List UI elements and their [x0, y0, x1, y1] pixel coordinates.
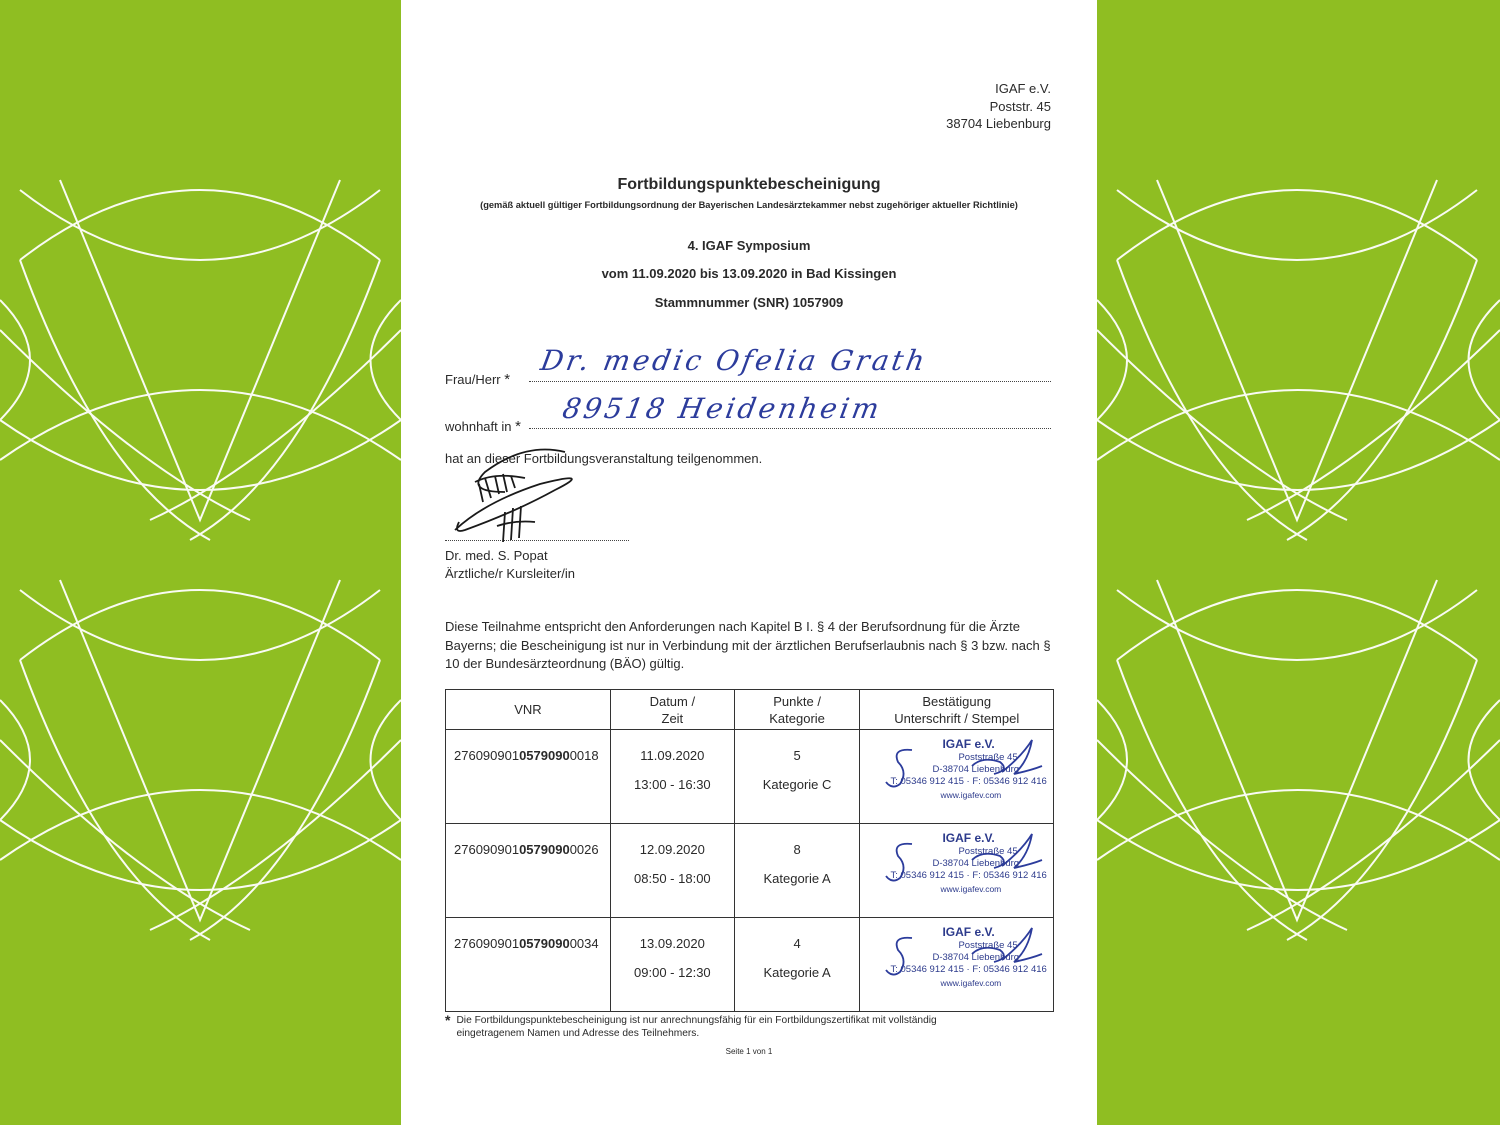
signature-drawing	[445, 442, 605, 552]
igaf-stamp	[882, 924, 1057, 994]
background-pattern-right	[1097, 0, 1500, 1125]
page-number: Seite 1 von 1	[725, 1047, 773, 1056]
stamp-cell	[860, 824, 1054, 918]
header-date	[610, 690, 734, 730]
name-label-text: Frau/Herr	[445, 372, 501, 387]
header-confirmation	[860, 690, 1054, 730]
vnr-bold: 0579090	[519, 842, 570, 857]
required-asterisk: *	[515, 418, 521, 435]
vnr-cell	[446, 918, 611, 1012]
igaf-stamp	[882, 736, 1057, 806]
stamp-name: IGAF e.V.	[942, 925, 995, 939]
stamp-street: Poststraße 45	[958, 940, 1018, 951]
stamp-web: www.igafev.com	[940, 884, 1002, 894]
legal-notice: Diese Teilnahme entspricht den Anforderungen nach Kapitel B I. § 4 der Berufsordnung für die Ärzte Bayerns; die Bescheinigung ist nur in Verbindung mit der ärztlichen Berufserlaubnis nach § 3 bzw. nach § 10 der Bundesärzteordnung (BÄO) gültig.	[445, 619, 1051, 671]
stamp-web: www.igafev.com	[940, 790, 1002, 800]
time-value: 09:00 - 12:30	[634, 965, 711, 980]
header-confirmation-line2: Unterschrift / Stempel	[894, 710, 1020, 726]
participation-text: hat an dieser Fortbildungsveranstaltung teilgenommen.	[445, 451, 763, 466]
required-asterisk: *	[504, 371, 511, 388]
date-value: 11.09.2020	[640, 748, 705, 763]
footnote	[445, 1014, 1001, 1040]
points-value: 5	[793, 748, 801, 763]
points-cell	[734, 824, 860, 918]
vnr-prefix: 276090901	[454, 842, 520, 857]
header-date-line2: Zeit	[661, 710, 684, 726]
vnr-bold: 0579090	[519, 748, 570, 763]
vnr-cell	[446, 730, 611, 824]
residence-dotted-line	[529, 428, 1051, 429]
residence-handwritten: 89518 Heidenheim	[560, 392, 885, 425]
header-points-line1: Punkte /	[773, 693, 821, 709]
name-dotted-line	[529, 381, 1051, 382]
stamp-phone: T: 05346 912 415 · F: 05346 912 416	[890, 870, 1047, 881]
table-row	[446, 824, 1054, 918]
background-pattern-left	[0, 0, 401, 1125]
stamp-name: IGAF e.V.	[942, 831, 995, 845]
stamp-street: Poststraße 45	[958, 846, 1018, 857]
footnote-marker: *	[445, 1012, 451, 1028]
header-points-line2: Kategorie	[769, 710, 825, 726]
stamp-phone: T: 05346 912 415 · F: 05346 912 416	[890, 776, 1047, 787]
name-label	[445, 371, 510, 388]
header-confirmation-line1: Bestätigung	[922, 693, 992, 709]
vnr-suffix: 0026	[569, 842, 599, 857]
stamp-city: D-38704 Liebenburg	[932, 952, 1020, 963]
stamp-city: D-38704 Liebenburg	[932, 764, 1020, 775]
category-value: Kategorie A	[763, 871, 831, 886]
header-points	[734, 690, 860, 730]
header-date-line1: Datum /	[649, 693, 696, 709]
address-line: 38704 Liebenburg	[946, 116, 1051, 131]
event-name: 4. IGAF Symposium	[687, 238, 811, 253]
vnr-prefix: 276090901	[454, 748, 520, 763]
stamp-web: www.igafev.com	[940, 978, 1002, 988]
vnr-bold: 0579090	[519, 936, 570, 951]
vnr-suffix: 0034	[569, 936, 599, 951]
points-cell	[734, 730, 860, 824]
points-cell	[734, 918, 860, 1012]
address-line: Poststr. 45	[989, 98, 1051, 114]
igaf-stamp	[882, 830, 1057, 900]
date-value: 13.09.2020	[639, 936, 705, 951]
residence-label-text: wohnhaft in	[445, 419, 512, 434]
stamp-cell	[860, 918, 1054, 1012]
date-value: 12.09.2020	[639, 842, 705, 857]
address-line: IGAF e.V.	[995, 81, 1051, 96]
points-value: 8	[793, 842, 801, 857]
table-header-row	[446, 690, 1054, 730]
footnote-text: Die Fortbildungspunktebescheinigung ist nur anrechnungsfähig für ein Fortbildungszertifikat mit vollständig eingetragenem Namen und Adresse des Teilnehmers.	[456, 1015, 937, 1039]
certificate-page	[401, 0, 1097, 1125]
points-value: 4	[793, 936, 801, 951]
event-snr: Stammnummer (SNR) 1057909	[654, 295, 844, 310]
time-value: 08:50 - 18:00	[634, 871, 711, 886]
stamp-phone: T: 05346 912 415 · F: 05346 912 416	[890, 964, 1047, 975]
vnr-suffix: 0018	[569, 748, 599, 763]
stamp-cell	[860, 730, 1054, 824]
date-cell	[610, 918, 734, 1012]
residence-label	[445, 418, 521, 435]
document-subtitle: (gemäß aktuell gültiger Fortbildungsordnung der Bayerischen Landesärztekammer nebst zugehöriger aktueller Richtlinie)	[480, 200, 1018, 210]
sender-address	[946, 80, 1051, 133]
event-dates: vom 11.09.2020 bis 13.09.2020 in Bad Kissingen	[601, 266, 897, 281]
stamp-name: IGAF e.V.	[942, 737, 995, 751]
vnr-cell	[446, 824, 611, 918]
category-value: Kategorie A	[763, 965, 831, 980]
date-cell	[610, 730, 734, 824]
name-handwritten: Dr. medic Ofelia Grath	[538, 344, 931, 377]
table-row	[446, 918, 1054, 1012]
category-value: Kategorie C	[762, 777, 832, 792]
stamp-street: Poststraße 45	[958, 752, 1018, 763]
document-title: Fortbildungspunktebescheinigung	[617, 176, 881, 193]
signer-role: Ärztliche/r Kursleiter/in	[445, 566, 576, 581]
time-value: 13:00 - 16:30	[634, 777, 711, 792]
table-row	[446, 730, 1054, 824]
header-vnr	[446, 690, 611, 730]
signer-name: Dr. med. S. Popat	[445, 548, 548, 563]
stamp-city: D-38704 Liebenburg	[932, 858, 1020, 869]
signature-dotted-line	[445, 540, 629, 541]
points-table	[445, 689, 1054, 1012]
date-cell	[610, 824, 734, 918]
header-vnr-text: VNR	[514, 702, 542, 717]
vnr-prefix: 276090901	[454, 936, 520, 951]
